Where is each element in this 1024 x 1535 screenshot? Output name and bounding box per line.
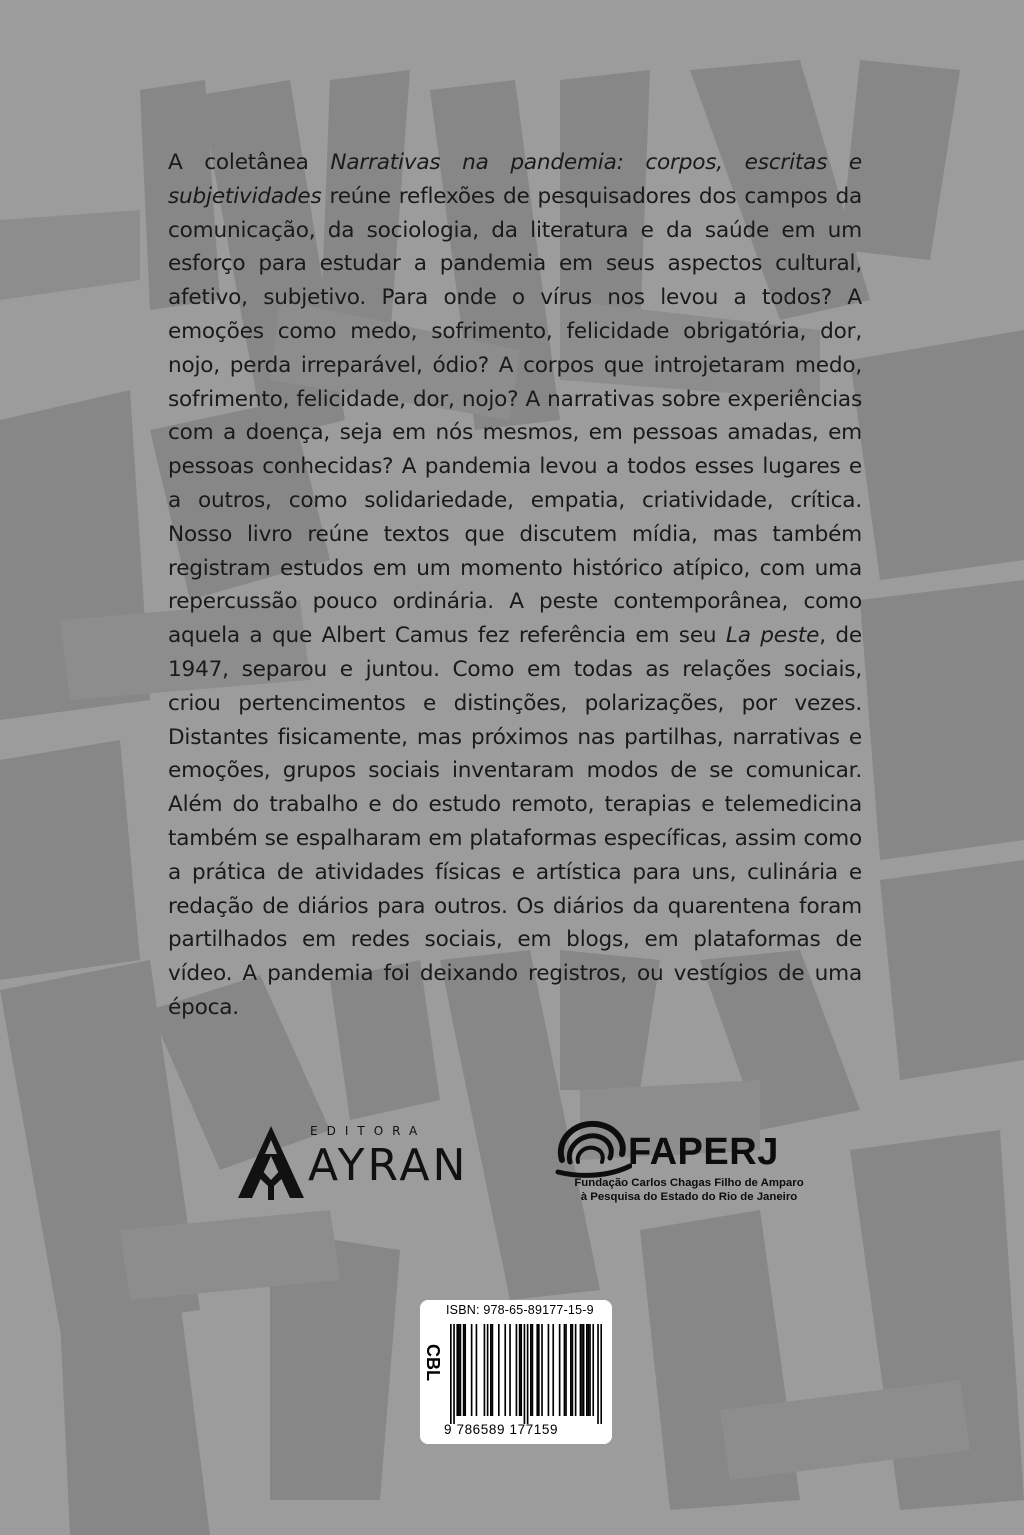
barcode-bar <box>532 1324 534 1416</box>
barcode-bar <box>450 1324 452 1424</box>
barcode-bar <box>484 1324 486 1416</box>
barcode-bar <box>498 1324 500 1416</box>
barcode-bar <box>588 1324 590 1416</box>
cbl-text: CBL <box>423 1344 443 1381</box>
barcode-bar <box>548 1324 550 1416</box>
barcode-bar <box>464 1324 466 1416</box>
barcode-bar <box>597 1324 599 1424</box>
barcode-bar <box>600 1324 602 1424</box>
barcode-bar <box>492 1324 494 1416</box>
barcode-bar <box>527 1324 529 1424</box>
ean-digits <box>444 1422 558 1437</box>
barcode-bar <box>453 1324 455 1424</box>
barcode-bar <box>520 1324 522 1416</box>
ayran-logo-icon <box>236 1124 306 1200</box>
camus-book-title: La peste <box>725 623 820 649</box>
barcode-bar <box>516 1324 518 1416</box>
isbn-label: ISBN: 978-65-89177-15-9 <box>446 1303 594 1317</box>
sponsor-subtitle-line-1: Fundação Carlos Chagas Filho de Amparo <box>574 1177 804 1189</box>
barcode-bar <box>581 1324 583 1416</box>
publisher-label: EDITORA <box>310 1124 427 1138</box>
barcode-bar <box>541 1324 543 1416</box>
barcode-bar <box>559 1324 561 1416</box>
barcode-bar <box>504 1324 506 1416</box>
barcode-bar <box>476 1324 478 1416</box>
barcode-bar <box>456 1324 458 1416</box>
barcode-bar <box>460 1324 462 1416</box>
sponsor-subtitle <box>554 1176 824 1204</box>
publisher-name: AYRAN <box>308 1140 469 1191</box>
cbl-logo-icon <box>422 1340 444 1398</box>
barcode-bars <box>450 1324 602 1424</box>
sponsor-subtitle-line-2: à Pesquisa do Estado do Rio de Janeiro <box>580 1191 798 1203</box>
barcode-bar <box>519 1324 521 1416</box>
barcode-bar <box>524 1324 526 1424</box>
barcode-bar <box>565 1324 567 1416</box>
barcode-bar <box>458 1324 460 1416</box>
barcode-bar <box>580 1324 582 1416</box>
isbn-barcode <box>420 1300 612 1444</box>
back-cover-blurb <box>168 146 862 1025</box>
barcode-bar <box>583 1324 585 1416</box>
faperj-spiral-icon <box>552 1118 632 1180</box>
barcode-bar <box>463 1324 465 1416</box>
barcode-bar <box>530 1324 532 1416</box>
barcode-bar <box>572 1324 574 1416</box>
ean-lead-digit: 9 <box>444 1422 453 1437</box>
barcode-bar <box>552 1324 554 1416</box>
barcode-bar <box>589 1324 591 1416</box>
sponsor-name: FAPERJ <box>628 1131 779 1173</box>
book-title: Narrativas na pandemia: corpos, escritas e subjetividades <box>168 150 862 209</box>
barcode-bar <box>592 1324 594 1416</box>
barcode-bar <box>490 1324 492 1416</box>
barcode-bar <box>536 1324 538 1416</box>
barcode-bar <box>570 1324 572 1416</box>
blurb-part-2: , de 1947, separou e juntou. Como em todas as relações sociais, criou pertencimentos e distinções, polarizações, por vezes. Distantes fisicamente, mas próximos nas partilhas, narrativas e emoções, grupos sociais inventaram modos de se comunicar. Além do trabalho e do estudo remoto, terapias e telemedicina também se espalharam em plataformas específicas, assim como a prática de atividades físicas e artística para uns, culinária e redação de diários para outros. Os diários da quarentena foram partilhados em redes sociais, em blogs, em plataformas de vídeo. A pandemia foi deixando registros, ou vestígios de uma época. <box>168 623 862 1020</box>
barcode-bar <box>575 1324 577 1416</box>
barcode-bar <box>564 1324 566 1416</box>
blurb-part-1: reúne reflexões de pesquisadores dos campos da comunicação, da sociologia, da literatura e da saúde em um esforço para estudar a pandemia em seus aspectos cultural, afetivo, subjetivo. Para onde o vírus nos levou a todos? A emoções como medo, sofrimento, felicidade obrigatória, dor, nojo, perda irreparável, ódio? A corpos que introjetaram medo, sofrimento, felicidade, dor, nojo? A narrativas sobre experiências com a doença, seja em nós mesmos, em pessoas amadas, em pessoas conhecidas? A pandemia levou a todos esses lugares e a outros, como solidariedade, empatia, criatividade, crítica. Nosso livro reúne textos que discutem mídia, mas também registram estudos em um momento histórico atípico, com uma repercussão pouco ordinária. A peste contemporânea, como aquela a que Albert Camus fez referência em seu <box>168 183 862 649</box>
sponsor-logo-faperj <box>548 1118 828 1202</box>
publisher-logo-ayran <box>236 1122 468 1202</box>
barcode-bar <box>471 1324 473 1416</box>
barcode-bar <box>487 1324 489 1416</box>
ean-group-1: 786589 <box>456 1422 506 1437</box>
ean-group-2: 177159 <box>509 1422 559 1437</box>
barcode-bar <box>586 1324 588 1416</box>
barcode-bar <box>538 1324 540 1416</box>
barcode-bar <box>509 1324 511 1416</box>
blurb-intro: A coletânea <box>168 150 331 175</box>
